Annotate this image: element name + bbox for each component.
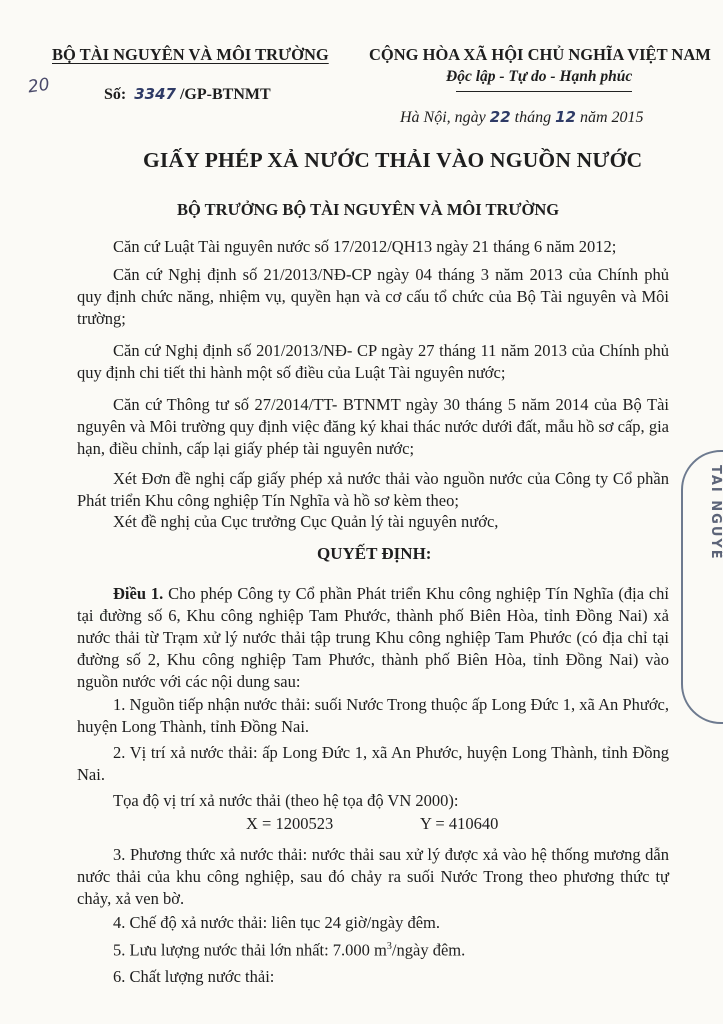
preamble-proposal: Xét đề nghị của Cục trưởng Cục Quản lý tài nguyên nước, [113, 512, 499, 531]
preamble-decree-21: Căn cứ Nghị định số 21/2013/NĐ-CP ngày 04 tháng 3 năm 2013 của Chính phủ quy định chức năng, nhiệm vụ, quyền hạn và cơ cấu tổ chức của Bộ Tài nguyên và Môi trường; [77, 265, 669, 328]
coordinate-label: Tọa độ vị trí xả nước thải (theo hệ tọa độ VN 2000): [113, 791, 459, 810]
item-3-discharge-method: 3. Phương thức xả nước thải: nước thải sau xử lý được xả vào hệ thống mương dẫn nước thải của khu công nghiệp, sau đó chảy ra suối Nước Trong theo phương thức tự chảy, xả ven bờ. [77, 845, 669, 908]
country-name: CỘNG HÒA XÃ HỘI CHỦ NGHĨA VIỆT NAM [369, 45, 711, 64]
document-number [104, 85, 271, 104]
doc-no-suffix: /GP-BTNMT [179, 86, 271, 103]
article-1-text: Cho phép Công ty Cổ phần Phát triển Khu công nghiệp Tín Nghĩa (địa chỉ tại đường số 6, Khu công nghiệp Tam Phước, thành phố Biên Hòa, tỉnh Đồng Nai) xả nước thải từ Trạm xử lý nước thải tập trung Khu công nghiệp Tam Phước (có địa chỉ tại đường số 2, Khu công nghiệp Tam Phước, thành phố Biên Hòa, tỉnh Đồng Nai) vào nguồn nước với các nội dung sau: [77, 584, 670, 691]
date-month-label: tháng [514, 109, 552, 126]
date-month: 12 [555, 108, 576, 126]
date-year: năm 2015 [579, 109, 644, 126]
document-title: GIẤY PHÉP XẢ NƯỚC THẢI VÀO NGUỒN NƯỚC [143, 148, 643, 172]
coordinate-x: X = 1200523 [246, 814, 334, 833]
margin-note: 20 [26, 74, 51, 98]
date-day: 22 [489, 108, 511, 126]
item-6-water-quality: 6. Chất lượng nước thải: [113, 967, 275, 986]
item-4-discharge-regime: 4. Chế độ xả nước thải: liên tục 24 giờ/ngày đêm. [113, 913, 440, 932]
preamble-circular-27: Căn cứ Thông tư số 27/2014/TT- BTNMT ngày 30 tháng 5 năm 2014 của Bộ Tài nguyên và Môi trường quy định việc đăng ký khai thác nước dưới đất, mẫu hồ sơ cấp, gia hạn, điều chỉnh, cấp lại giấy phép tài nguyên nước; [77, 395, 669, 458]
doc-no-label: Số: [104, 86, 127, 103]
preamble-law: Căn cứ Luật Tài nguyên nước số 17/2012/QH13 ngày 21 tháng 6 năm 2012; [113, 237, 617, 256]
decision-heading: QUYẾT ĐỊNH: [317, 544, 432, 563]
item-1-receiving-source: 1. Nguồn tiếp nhận nước thải: suối Nước Trong thuộc ấp Long Đức 1, xã An Phước, huyện Long Thành, tỉnh Đồng Nai. [77, 695, 669, 736]
national-motto: Độc lập - Tự do - Hạnh phúc [446, 68, 633, 85]
item-2-discharge-location: 2. Vị trí xả nước thải: ấp Long Đức 1, xã An Phước, huyện Long Thành, tỉnh Đồng Nai. [77, 743, 669, 784]
preamble-application: Xét Đơn đề nghị cấp giấy phép xả nước thải vào nguồn nước của Công ty Cổ phần Phát triển Khu công nghiệp Tín Nghĩa và hồ sơ kèm theo; [77, 469, 669, 510]
official-stamp-text: TÀI NGUYÊ [708, 465, 723, 561]
article-1-label: Điều 1. [113, 584, 164, 603]
preamble-decree-201: Căn cứ Nghị định số 201/2013/NĐ- CP ngày 27 tháng 11 năm 2013 của Chính phủ quy định chi tiết thi hành một số điều của Luật Tài nguyên nước; [77, 341, 669, 382]
coordinate-y: Y = 410640 [420, 814, 499, 833]
item-5-superscript: 3 [386, 941, 392, 952]
ministry-name: BỘ TÀI NGUYÊN VÀ MÔI TRƯỜNG [52, 45, 329, 64]
item-5-prefix: 5. Lưu lượng nước thải lớn nhất: 7.000 m [113, 940, 387, 960]
date-prefix: Hà Nội, ngày [400, 109, 486, 126]
item-5-suffix: /ngày đêm. [391, 940, 466, 960]
item-5-max-flow [113, 936, 465, 962]
article-1 [77, 583, 669, 693]
motto-underline [456, 91, 632, 92]
issue-date [400, 108, 644, 127]
issuing-authority: BỘ TRƯỞNG BỘ TÀI NGUYÊN VÀ MÔI TRƯỜNG [177, 200, 560, 219]
doc-no-value: 3347 [134, 85, 176, 103]
